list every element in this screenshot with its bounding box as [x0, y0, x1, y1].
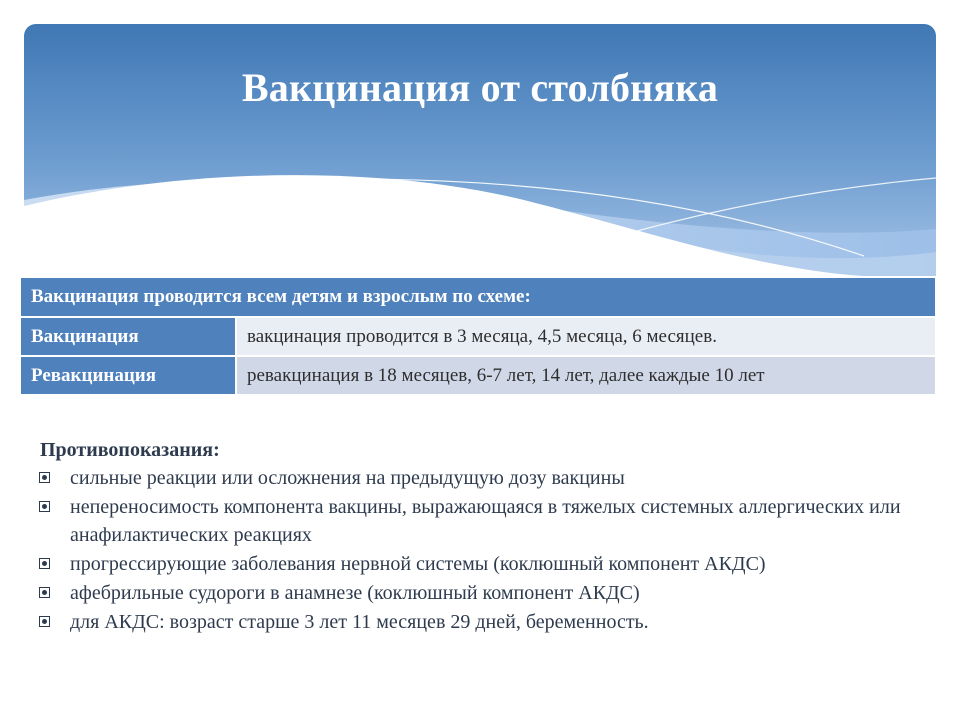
row-label: Вакцинация: [21, 317, 236, 356]
table-row: [21, 356, 935, 394]
list-item: [40, 550, 920, 578]
list-item: [40, 493, 920, 549]
page-title: Вакцинация от столбняка: [241, 65, 719, 110]
square-dot-bullet-icon: [39, 501, 50, 512]
square-dot-bullet-icon: [39, 558, 50, 569]
list-item-text: для АКДС: возраст старше 3 лет 11 месяцев 29 дней, беременность.: [70, 611, 649, 633]
schedule-table: [21, 278, 935, 394]
table-header-row: [21, 278, 935, 317]
square-dot-bullet-icon: [39, 587, 50, 598]
table-header: Вакцинация проводится всем детям и взрослым по схеме:: [21, 278, 935, 317]
square-dot-bullet-icon: [39, 616, 50, 627]
row-value: ревакцинация в 18 месяцев, 6-7 лет, 14 лет, далее каждые 10 лет: [236, 356, 935, 394]
table-row: [21, 317, 935, 356]
header-banner: [24, 24, 936, 276]
list-item: [40, 608, 920, 636]
contraindications-heading: Противопоказания:: [40, 439, 220, 461]
list-item-text: прогрессирующие заболевания нервной системы (коклюшный компонент АКДС): [70, 553, 766, 575]
contraindications-list: [40, 464, 920, 636]
list-item-text: афебрильные судороги в анамнезе (коклюшный компонент АКДС): [70, 582, 640, 604]
row-value: вакцинация проводится в 3 месяца, 4,5 месяца, 6 месяцев.: [236, 317, 935, 356]
list-item: [40, 464, 920, 492]
square-dot-bullet-icon: [39, 472, 50, 483]
list-item-text: сильные реакции или осложнения на предыдущую дозу вакцины: [70, 467, 625, 489]
wave-decoration: [24, 24, 936, 276]
list-item: [40, 579, 920, 607]
contraindications-section: [40, 436, 920, 637]
list-item-text: непереносимость компонента вакцины, выражающаяся в тяжелых системных аллергических или анафилактических реакциях: [70, 496, 901, 546]
row-label: Ревакцинация: [21, 356, 236, 394]
